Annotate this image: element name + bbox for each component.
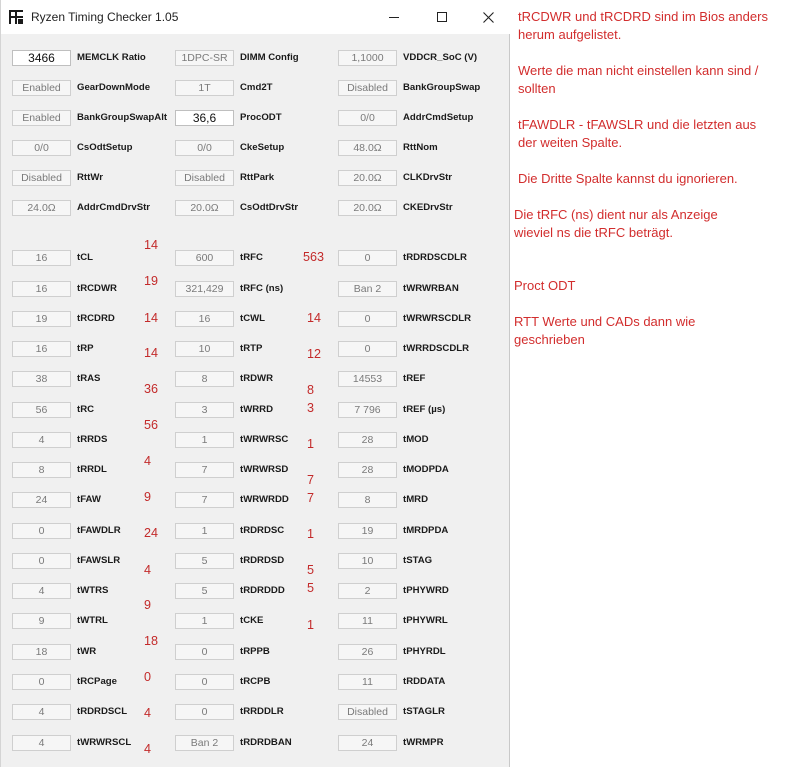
minimize-icon: [389, 17, 399, 18]
value-field[interactable]: 0: [338, 250, 397, 266]
side-note-line: wieviel ns die tRFC beträgt.: [514, 225, 673, 240]
field-label: tRPPB: [240, 646, 270, 657]
field-label: tRDRDSC: [240, 525, 285, 536]
value-field[interactable]: 7: [175, 492, 234, 508]
field-label: BankGroupSwapAlt: [77, 112, 168, 123]
annotation-col2: 1: [307, 437, 315, 451]
field-label: RttNom: [403, 142, 438, 153]
field-label: tREF: [403, 373, 426, 384]
value-field[interactable]: 24: [338, 735, 397, 751]
annotation-col2: 14: [307, 311, 322, 325]
field-label: GearDownMode: [77, 82, 151, 93]
value-field[interactable]: 19: [338, 523, 397, 539]
field-label: tRC: [77, 404, 95, 415]
value-field[interactable]: 1: [175, 523, 234, 539]
field-label: tWRWRBAN: [403, 283, 459, 294]
field-label: tRCDWR: [77, 283, 117, 294]
field-label: tRFC (ns): [240, 283, 284, 294]
minimize-button[interactable]: [371, 0, 417, 34]
field-label: tWRWRSCL: [77, 737, 132, 748]
field-label: tFAWDLR: [77, 525, 121, 536]
value-field[interactable]: 20.0Ω: [338, 200, 397, 216]
annotation-col1: 56: [144, 418, 159, 432]
value-field[interactable]: 0: [338, 311, 397, 327]
value-field[interactable]: 16: [175, 311, 234, 327]
annotation-col2: 5: [307, 563, 315, 577]
annotation-col2: 7: [307, 491, 315, 505]
field-label: MEMCLK Ratio: [77, 52, 146, 63]
field-label: tRDDATA: [403, 676, 446, 687]
annotation-col1: 9: [144, 490, 152, 504]
side-note-line: Proct ODT: [514, 278, 576, 293]
value-field[interactable]: 10: [338, 553, 397, 569]
value-field[interactable]: 11: [338, 613, 397, 629]
annotation-col2: 563: [303, 250, 325, 264]
field-label: ProcODT: [240, 112, 282, 123]
annotation-col2: 8: [307, 383, 315, 397]
field-label: RttWr: [77, 172, 103, 183]
value-field[interactable]: 9: [12, 613, 71, 629]
field-label: RttPark: [240, 172, 275, 183]
annotation-col1: 14: [144, 238, 159, 252]
value-field[interactable]: 0/0: [175, 140, 234, 156]
side-note-line: Die Dritte Spalte kannst du ignorieren.: [518, 171, 738, 186]
side-note-line: geschrieben: [514, 332, 585, 347]
side-note-line: Werte die man nicht einstellen kann sind /: [518, 63, 759, 78]
value-field[interactable]: 28: [338, 432, 397, 448]
field-label: tMRDPDA: [403, 525, 449, 536]
value-field[interactable]: 4: [12, 735, 71, 751]
annotation-col2: 7: [307, 473, 315, 487]
value-field[interactable]: 8: [175, 371, 234, 387]
side-note-line: tFAWDLR - tFAWSLR und die letzten aus: [518, 117, 757, 132]
value-field[interactable]: 2: [338, 583, 397, 599]
annotation-col1: 0: [144, 670, 152, 684]
close-button[interactable]: [465, 0, 511, 34]
close-icon: [483, 12, 494, 23]
annotation-col2: 1: [307, 527, 315, 541]
value-field[interactable]: 600: [175, 250, 234, 266]
annotation-col1: 19: [144, 274, 159, 288]
value-field[interactable]: 1: [175, 432, 234, 448]
field-label: AddrCmdDrvStr: [77, 202, 151, 213]
field-label: tRRDS: [77, 434, 108, 445]
side-note-line: tRCDWR und tRCDRD sind im Bios anders: [518, 9, 768, 24]
value-field[interactable]: 4: [12, 583, 71, 599]
value-field[interactable]: 20.0Ω: [338, 170, 397, 186]
value-field[interactable]: 18: [12, 644, 71, 660]
value-field[interactable]: 5: [175, 553, 234, 569]
annotation-col1: 14: [144, 311, 159, 325]
annotation-col1: 4: [144, 742, 152, 756]
value-field[interactable]: 7: [175, 462, 234, 478]
value-field[interactable]: 0: [338, 341, 397, 357]
field-label: tWTRS: [77, 585, 109, 596]
value-field[interactable]: 1: [175, 613, 234, 629]
field-label: tCL: [77, 252, 93, 263]
value-field[interactable]: Disabled: [338, 80, 397, 96]
annotation-col1: 14: [144, 346, 159, 360]
value-field[interactable]: 16: [12, 341, 71, 357]
value-field[interactable]: 7 796: [338, 402, 397, 418]
field-label: tRCPB: [240, 676, 271, 687]
value-field[interactable]: 0: [175, 704, 234, 720]
window-title: Ryzen Timing Checker 1.05: [31, 10, 179, 24]
title-bar[interactable]: [1, 0, 511, 34]
value-field[interactable]: 16: [12, 281, 71, 297]
value-field[interactable]: 20.0Ω: [175, 200, 234, 216]
annotation-col2: 3: [307, 401, 315, 415]
field-label: tRRDL: [77, 464, 107, 475]
field-label: tWRWRSCDLR: [403, 313, 472, 324]
field-label: CsOdtSetup: [77, 142, 133, 153]
field-label: tRCDRD: [77, 313, 115, 324]
field-label: tRDRDDD: [240, 585, 285, 596]
field-label: tMODPDA: [403, 464, 449, 475]
field-label: tFAW: [77, 494, 101, 505]
value-field[interactable]: 8: [338, 492, 397, 508]
field-label: CLKDrvStr: [403, 172, 453, 183]
value-field[interactable]: Disabled: [338, 704, 397, 720]
value-field[interactable]: Enabled: [12, 80, 71, 96]
annotation-col1: 18: [144, 634, 159, 648]
value-field[interactable]: 1DPC-SR: [175, 50, 234, 66]
value-field[interactable]: Disabled: [12, 170, 71, 186]
value-field[interactable]: 19: [12, 311, 71, 327]
field-label: tRFC: [240, 252, 263, 263]
field-label: tMOD: [403, 434, 429, 445]
value-field[interactable]: 4: [12, 432, 71, 448]
field-label: tWRWRSC: [240, 434, 289, 445]
field-label: tCKE: [240, 615, 264, 626]
side-note-line: sollten: [518, 81, 556, 96]
field-label: tRTP: [240, 343, 263, 354]
side-note-line: RTT Werte und CADs dann wie: [514, 314, 696, 329]
value-field[interactable]: 0: [175, 644, 234, 660]
field-label: tWRWRSD: [240, 464, 289, 475]
field-label: tWRWRDD: [240, 494, 289, 505]
field-label: tRDRDSCDLR: [403, 252, 467, 263]
value-field[interactable]: 0/0: [12, 140, 71, 156]
annotation-col2: 12: [307, 347, 322, 361]
field-label: AddrCmdSetup: [403, 112, 474, 123]
value-field[interactable]: 36,6: [175, 110, 234, 126]
side-note-line: der weiten Spalte.: [518, 135, 623, 150]
maximize-icon: [437, 12, 447, 22]
field-label: DIMM Config: [240, 52, 299, 63]
field-label: tPHYRDL: [403, 646, 446, 657]
value-field[interactable]: 56: [12, 402, 71, 418]
value-field[interactable]: 24: [12, 492, 71, 508]
annotation-col1: 4: [144, 454, 152, 468]
maximize-button[interactable]: [419, 0, 465, 34]
field-label: tSTAG: [403, 555, 433, 566]
field-label: tRDWR: [240, 373, 274, 384]
value-field[interactable]: 1,1000: [338, 50, 397, 66]
field-label: tRDRDBAN: [240, 737, 292, 748]
side-note-line: herum aufgelistet.: [518, 27, 622, 42]
field-label: tWR: [77, 646, 97, 657]
value-field[interactable]: 48.0Ω: [338, 140, 397, 156]
value-field[interactable]: 0: [12, 674, 71, 690]
field-label: tRDRDSCL: [77, 706, 128, 717]
field-label: tWRRD: [240, 404, 274, 415]
value-field[interactable]: Disabled: [175, 170, 234, 186]
field-label: tRAS: [77, 373, 101, 384]
value-field[interactable]: 0: [12, 553, 71, 569]
field-label: tWRRDSCDLR: [403, 343, 470, 354]
field-label: Cmd2T: [240, 82, 273, 93]
field-label: tRCPage: [77, 676, 117, 687]
field-label: BankGroupSwap: [403, 82, 481, 93]
field-label: tPHYWRL: [403, 615, 448, 626]
value-field[interactable]: 0: [12, 523, 71, 539]
annotation-col2: 1: [307, 618, 315, 632]
field-label: tRP: [77, 343, 94, 354]
value-field[interactable]: 14553: [338, 371, 397, 387]
value-field[interactable]: 3466: [12, 50, 71, 66]
value-field[interactable]: Ban 2: [175, 735, 234, 751]
value-field[interactable]: 0: [175, 674, 234, 690]
value-field[interactable]: Enabled: [12, 110, 71, 126]
value-field[interactable]: 321,429: [175, 281, 234, 297]
field-label: tREF (µs): [403, 404, 446, 415]
value-field[interactable]: 0/0: [338, 110, 397, 126]
field-label: tRRDDLR: [240, 706, 284, 717]
value-field[interactable]: 4: [12, 704, 71, 720]
value-field[interactable]: 1T: [175, 80, 234, 96]
annotation-col1: 24: [144, 526, 159, 540]
app-grid-icon: [9, 10, 23, 24]
annotation-col2: 5: [307, 581, 315, 595]
field-label: CsOdtDrvStr: [240, 202, 299, 213]
field-label: tCWL: [240, 313, 266, 324]
field-label: tPHYWRD: [403, 585, 449, 596]
field-label: tRDRDSD: [240, 555, 285, 566]
value-field[interactable]: 11: [338, 674, 397, 690]
field-label: VDDCR_SoC (V): [403, 52, 478, 63]
value-field[interactable]: 3: [175, 402, 234, 418]
field-label: CKEDrvStr: [403, 202, 453, 213]
annotation-col1: 4: [144, 706, 152, 720]
value-field[interactable]: 26: [338, 644, 397, 660]
value-field[interactable]: 16: [12, 250, 71, 266]
value-field[interactable]: 28: [338, 462, 397, 478]
annotation-col1: 4: [144, 563, 152, 577]
value-field[interactable]: 38: [12, 371, 71, 387]
annotation-col1: 9: [144, 598, 152, 612]
field-label: tMRD: [403, 494, 429, 505]
value-field[interactable]: Ban 2: [338, 281, 397, 297]
annotation-col1: 36: [144, 382, 159, 396]
field-label: tWRMPR: [403, 737, 444, 748]
field-label: tFAWSLR: [77, 555, 121, 566]
value-field[interactable]: 5: [175, 583, 234, 599]
field-label: CkeSetup: [240, 142, 285, 153]
field-label: tSTAGLR: [403, 706, 445, 717]
value-field[interactable]: 10: [175, 341, 234, 357]
value-field[interactable]: 24.0Ω: [12, 200, 71, 216]
field-label: tWTRL: [77, 615, 108, 626]
side-note-line: Die tRFC (ns) dient nur als Anzeige: [514, 207, 718, 222]
value-field[interactable]: 8: [12, 462, 71, 478]
